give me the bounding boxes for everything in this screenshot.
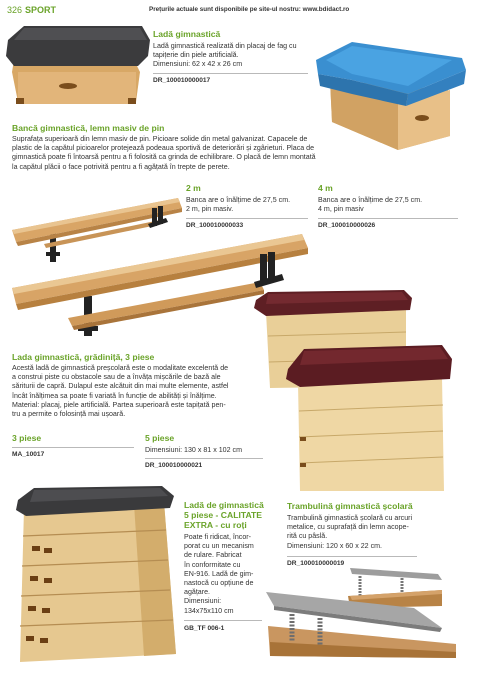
divider (153, 73, 308, 74)
gradinita-title: Lada gimnastică, grădiniță, 3 piese (12, 352, 155, 362)
divider (318, 218, 458, 219)
trambulina-line: metalice, cu suprafață din lemn acope- (287, 523, 409, 532)
lada-code: DR_100010000017 (153, 77, 211, 84)
gradinita-line: săriturii de capră. Dulapul este alcătuit din mai multe elemente, astfel (12, 382, 229, 391)
gradinita-line: Material: placaj, piele artificială. Partea superioară este tapițată pen- (12, 400, 226, 409)
gradinita-3-size: 3 piese (12, 433, 42, 443)
page-number: 326 (7, 5, 23, 15)
lada5-title-line: EXTRA - cu roți (184, 520, 247, 530)
banca-2m-line: 2 m, pin masiv. (186, 205, 234, 214)
banca-2m-size: 2 m (186, 183, 201, 193)
trambulina-line: Dimensiuni: 120 x 60 x 22 cm. (287, 541, 383, 550)
divider (287, 556, 417, 557)
lada-description (153, 42, 323, 70)
gradinita-line: încât înălțimea sa poate fi variată în funcție de abilități și înălțime. (12, 391, 217, 400)
lada5-line: Dimensiuni: (184, 597, 222, 606)
divider (186, 218, 308, 219)
price-notice: Prețurile actuale sunt disponibile pe site-ul nostru: www.bdidact.ro (149, 6, 350, 13)
lada5-line: EN-916. Ladă de gim- (184, 569, 254, 578)
lada5-line: porat cu un mecanism (184, 542, 254, 551)
trambulina-line: rită cu pâslă. (287, 532, 328, 541)
banca-title: Bancă gimnastică, lemn masiv de pin (12, 123, 165, 133)
lada5-code: GB_TF 006-1 (184, 625, 225, 632)
lada5-title-line: 5 piese - CALITATE (184, 510, 262, 520)
banca-4m-size: 4 m (318, 183, 333, 193)
page-header (7, 4, 473, 16)
lada-title: Ladă gimnastică (153, 29, 221, 39)
banca-line: la capătul plăcii o face potrivită pentru a fi agățată în trepte de perete. (12, 162, 230, 171)
springboard-large-image (264, 592, 460, 660)
lada5-line: de rulare. Fabricat (184, 551, 242, 560)
gradinita-3-code: MA_10017 (12, 451, 45, 458)
banca-line: Suprafața superioară din lemn masiv de pin. Picioare solide din metal galvanizat. Capacele de (12, 135, 308, 143)
divider (184, 620, 262, 621)
gradinita-5-code: DR_100010000021 (145, 462, 203, 469)
banca-description (12, 135, 472, 172)
gradinita-line: a construi piste cu obstacole sau de a învăța mișcările de bază ale (12, 373, 221, 382)
lada5-line: Poate fi ridicat, încor- (184, 533, 252, 541)
trambulina-title: Trambulină gimnastică școlară (287, 501, 413, 511)
banca-line: plastic de la capătul picioarelor protejează podeaua sportivă de deteriorări și zgârieturi. Placa de (12, 144, 315, 153)
trambulina-description (287, 514, 457, 551)
banca-4m-line: 4 m, pin masiv (318, 205, 364, 214)
lada-line: Dimensiuni: 62 x 42 x 26 cm (153, 60, 243, 69)
trambulina-line: Trambulină gimnastică școlară cu arcuri (287, 514, 413, 522)
trambulina-code: DR_100010000019 (287, 560, 345, 567)
vaulting-box-black-image (2, 22, 152, 117)
banca-2m-line: Banca are o înălțime de 27,5 cm. (186, 196, 291, 204)
gradinita-line: Acestă ladă de gimnastică preșcolară este o modalitate excelentă de (12, 364, 229, 372)
lada-line: Ladă gimnastică realizată din placaj de fag cu (153, 42, 297, 50)
lada5-line: în conformitate cu (184, 560, 241, 569)
kindergarten-box-5-image (286, 345, 456, 495)
banca-4m-line: Banca are o înălțime de 27,5 cm. (318, 196, 423, 204)
gradinita-line: tru a permite o folosință mai ușoară. (12, 410, 126, 419)
lada5-line: agățare. (184, 588, 211, 597)
divider (12, 447, 134, 448)
gradinita-description (12, 364, 282, 419)
lada5-title-line: Ladă de gimnastică (184, 500, 264, 510)
lada-line: tapițerie din piele artificială. (153, 51, 239, 60)
banca-2m-description (186, 196, 316, 214)
lada5-line: nastocă cu opțiune de (184, 579, 254, 588)
banca-2m-code: DR_100010000033 (186, 222, 244, 229)
banca-4m-description (318, 196, 458, 214)
divider (145, 458, 263, 459)
vaulting-box-5-pieces-image (16, 486, 176, 662)
gradinita-5-size: 5 piese (145, 433, 175, 443)
gradinita-5-dims: Dimensiuni: 130 x 81 x 102 cm (145, 446, 242, 454)
lada5-line: 134x75x110 cm (184, 606, 234, 615)
banca-4m-code: DR_100010000026 (318, 222, 376, 229)
section-title: SPORT (25, 5, 57, 15)
banca-line: gimnastică poate fi întoarsă pentru a fi folosită ca grinda de echilibrare. O placă de lemn montată (12, 153, 316, 162)
lada5-title (184, 500, 264, 530)
